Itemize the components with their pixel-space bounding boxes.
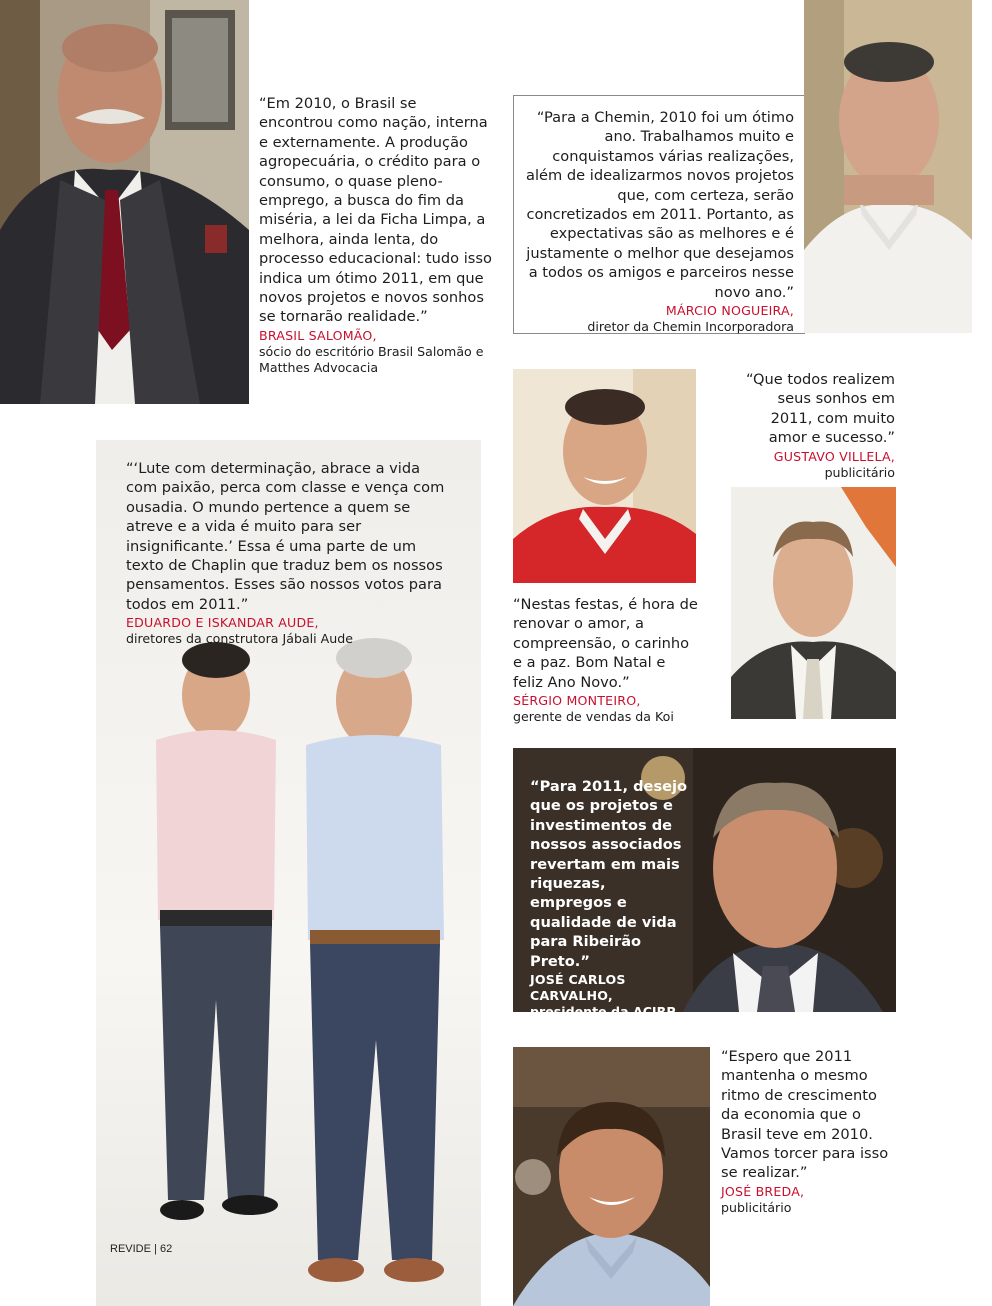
author-role: gerente de vendas da Koi [513, 709, 674, 725]
author-role: presidente da ACIRP [530, 1004, 676, 1020]
quote-block-jose-carlos-carvalho [530, 777, 690, 1020]
magazine-name: REVIDE [110, 1243, 151, 1255]
photo-marcio-nogueira [804, 0, 972, 333]
quote-text: “Nestas festas, é hora de renovar o amor, a compreensão, o carinho e a paz. Bom Natal e feliz Ano Novo.” [513, 596, 698, 691]
author-name: JOSÉ BREDA, [721, 1183, 805, 1199]
photo-jose-breda [513, 1047, 710, 1306]
photo-brasil-salomao [0, 0, 249, 404]
author-name: MÁRCIO NOGUEIRA, [665, 303, 794, 319]
photo-sergio-monteiro [513, 369, 696, 583]
author-role: sócio do escritório Brasil Salomão e Matthes Advocacia [259, 343, 484, 375]
author-role: diretor da Chemin Incorporadora [587, 319, 794, 335]
author-role: publicitário [824, 464, 895, 480]
quote-text: “Que todos realizem seus sonhos em 2011, com muito amor e sucesso.” [745, 371, 895, 447]
page-footer [110, 1243, 172, 1255]
author-role: diretores da construtora Jábali Aude [126, 631, 354, 647]
quote-block-gustavo-villela [735, 370, 895, 481]
author-role: publicitário [721, 1199, 792, 1215]
author-name-line2: CARVALHO, [530, 988, 613, 1004]
author-name: BRASIL SALOMÃO, [259, 327, 377, 343]
quote-text: “Em 2010, o Brasil se encontrou como nação, interna e externamente. A produção agropecuária, o crédito para o consumo, o quase pleno-emprego, a busca do fim da miséria, a lei da Ficha Limpa, a melhora, ainda lenta, do processo educacional: tudo isso indica um ótimo 2011, em que novos projetos e novos sonhos se tornarão realidade.” [259, 95, 492, 326]
footer-separator: | [154, 1243, 160, 1255]
author-name: EDUARDO E ISKANDAR AUDE, [126, 615, 319, 631]
author-name: GUSTAVO VILLELA, [773, 448, 895, 464]
quote-block-sergio-monteiro [513, 595, 698, 725]
quote-block-aude [126, 459, 446, 647]
quote-block-jose-breda [721, 1047, 891, 1216]
author-name-line1: JOSÉ CARLOS [530, 972, 626, 988]
photo-gustavo-villela [731, 487, 896, 719]
quote-block-brasil-salomao [259, 94, 494, 376]
quote-block-marcio-nogueira [522, 108, 794, 335]
quote-text: “‘Lute com determinação, abrace a vida com paixão, perca com classe e vença com ousadia. O mundo pertence a quem se atreve e a vida é muito para ser insignificante.’ Essa é uma parte de um texto de Chaplin que traduz bem os nossos pensamentos. Esses são nossos votos para todos em 2011.” [126, 460, 445, 613]
page-number: 62 [159, 1243, 173, 1255]
author-name: SÉRGIO MONTEIRO, [513, 693, 641, 709]
quote-text: “Espero que 2011 mantenha o mesmo ritmo de crescimento da economia que o Brasil teve em 2010. Vamos torcer para isso se realizar.” [721, 1048, 889, 1182]
quote-text: “Para 2011, desejo que os projetos e investimentos de nossos associados revertam em mais riquezas, empregos e qualidade de vida para Ribeirão Preto.” [530, 778, 688, 970]
quote-text: “Para a Chemin, 2010 foi um ótimo ano. Trabalhamos muito e conquistamos várias realizações, além de idealizarmos novos projetos que, com certeza, serão concretizados em 2011. Portanto, as expectativas são as melhores e é justamente o melhor que desejamos a todos os amigos e parceiros nesse novo ano.” [526, 109, 794, 301]
